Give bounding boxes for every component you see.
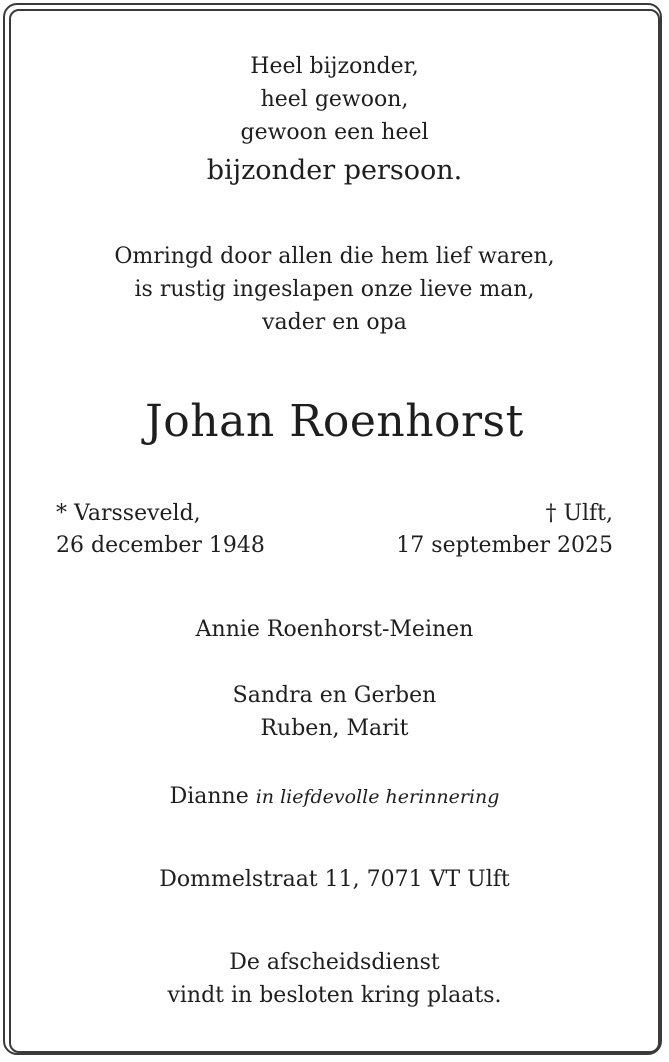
child-2-name: Dianne: [169, 784, 249, 809]
child-1: Sandra en Gerben: [232, 683, 437, 708]
child-2-line: [0, 784, 669, 810]
address: Dommelstraat 11, 7071 VT Ulft: [159, 867, 510, 892]
intro-line-3: vader en opa: [262, 310, 407, 335]
death-place: † Ulft,: [545, 501, 613, 526]
service-line-1: De afscheidsdienst: [229, 950, 440, 975]
child-2-note: in liefdevolle herinnering: [255, 786, 500, 808]
poem-line-1: Heel bijzonder,: [250, 54, 419, 79]
poem-line-3: gewoon een heel: [240, 120, 429, 145]
spouse-name: Annie Roenhorst-Meinen: [195, 617, 474, 642]
intro-line-1: Omringd door allen die hem lief waren,: [114, 244, 555, 269]
death-date: 17 september 2025: [396, 533, 613, 558]
grandchildren: Ruben, Marit: [260, 716, 409, 741]
poem-line-4: bijzonder persoon.: [206, 155, 463, 186]
intro-line-2: is rustig ingeslapen onze lieve man,: [134, 277, 535, 302]
birth-place: * Varsseveld,: [56, 501, 201, 526]
poem-line-2: heel gewoon,: [260, 87, 409, 112]
birth-date: 26 december 1948: [56, 533, 265, 558]
service-line-2: vindt in besloten kring plaats.: [167, 983, 502, 1008]
deceased-name: Johan Roenhorst: [145, 396, 524, 447]
